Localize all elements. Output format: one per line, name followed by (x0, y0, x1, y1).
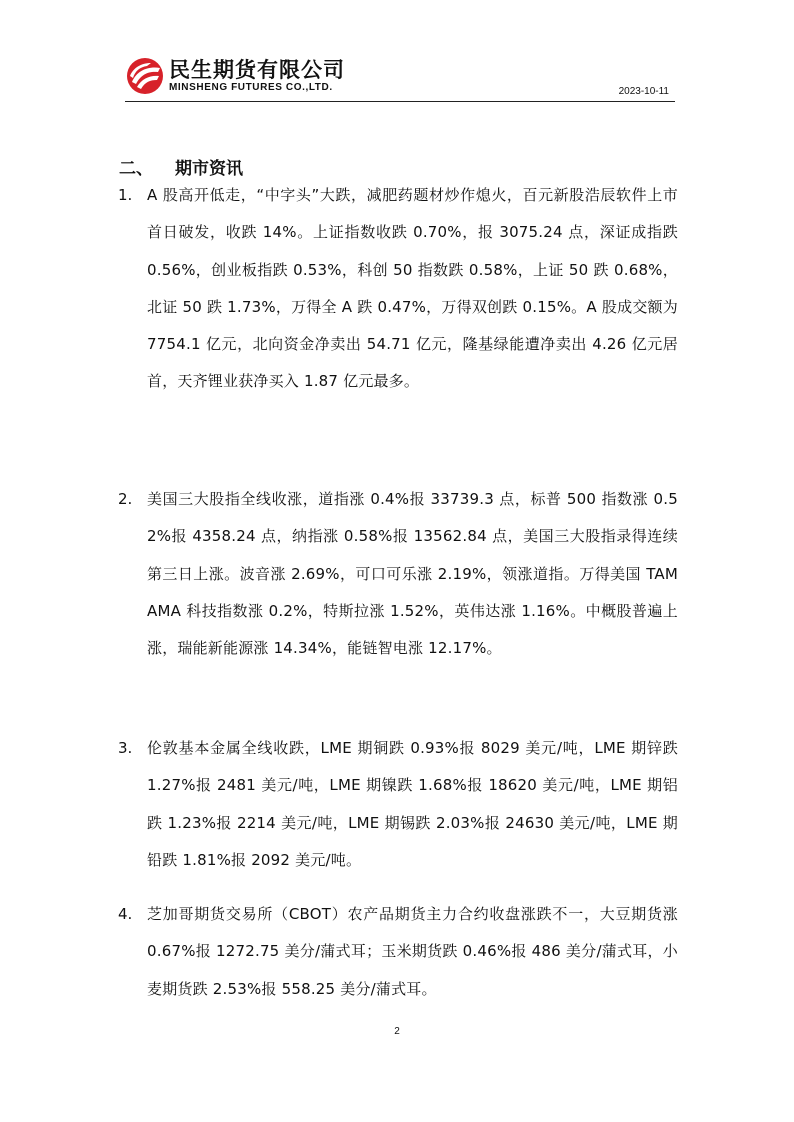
header-divider (125, 101, 675, 102)
news-item-3 (118, 730, 678, 879)
page-number: 2 (394, 1026, 400, 1037)
section-heading (119, 154, 243, 179)
item-text: 美国三大股指全线收涨，道指涨 0.4%报 33739.3 点，标普 500 指数涨 0.52%报 4358.24 点，纳指涨 0.58%报 13562.84 点，美国三大股指录得连续第三日上涨。波音涨 2.69%，可口可乐涨 2.19%，领涨道指。万得美国 TAMAMA 科技指数涨 0.2%，特斯拉涨 1.52%，英伟达涨 1.16%。中概股普遍上涨，瑞能新能源涨 14.34%，能链智电涨 12.17%。 (147, 490, 678, 658)
item-text: 伦敦基本金属全线收跌，LME 期铜跌 0.93%报 8029 美元/吨，LME 期锌跌 1.27%报 2481 美元/吨，LME 期镍跌 1.68%报 18620 美元/吨，LME 期铝跌 1.23%报 2214 美元/吨，LME 期锡跌 2.03%报 24630 美元/吨，LME 期铅跌 1.81%报 2092 美元/吨。 (147, 739, 678, 869)
section-number: 二、 (119, 159, 153, 179)
company-name-cn: 民生期货有限公司 (169, 58, 345, 82)
news-item-4 (118, 896, 678, 1008)
page-header (125, 52, 675, 104)
minsheng-logo-icon (125, 56, 165, 96)
item-text: 芝加哥期货交易所（CBOT）农产品期货主力合约收盘涨跌不一，大豆期货涨 0.67%报 1272.75 美分/蒲式耳；玉米期货跌 0.46%报 486 美分/蒲式耳，小麦期货跌 2.53%报 558.25 美分/蒲式耳。 (147, 905, 678, 998)
item-number: 3. (118, 739, 133, 757)
news-item-1 (118, 177, 678, 401)
item-number: 1. (118, 186, 133, 204)
item-number: 2. (118, 490, 133, 508)
report-date: 2023-10-11 (618, 86, 669, 97)
news-item-2 (118, 481, 678, 667)
item-number: 4. (118, 905, 133, 923)
company-name-en: MINSHENG FUTURES CO.,LTD. (169, 82, 333, 93)
section-title: 期市资讯 (175, 159, 243, 179)
item-text: A 股高开低走，“中字头”大跌，减肥药题材炒作熄火，百元新股浩辰软件上市首日破发，收跌 14%。上证指数收跌 0.70%，报 3075.24 点，深证成指跌 0.56%，创业板指跌 0.53%，科创 50 指数跌 0.58%，上证 50 跌 0.68%，北证 50 跌 1.73%，万得全 A 跌 0.47%，万得双创跌 0.15%。A 股成交额为 7754.1 亿元，北向资金净卖出 54.71 亿元，隆基绿能遭净卖出 4.26 亿元居首，天齐锂业获净买入 1.87 亿元最多。 (147, 186, 678, 391)
